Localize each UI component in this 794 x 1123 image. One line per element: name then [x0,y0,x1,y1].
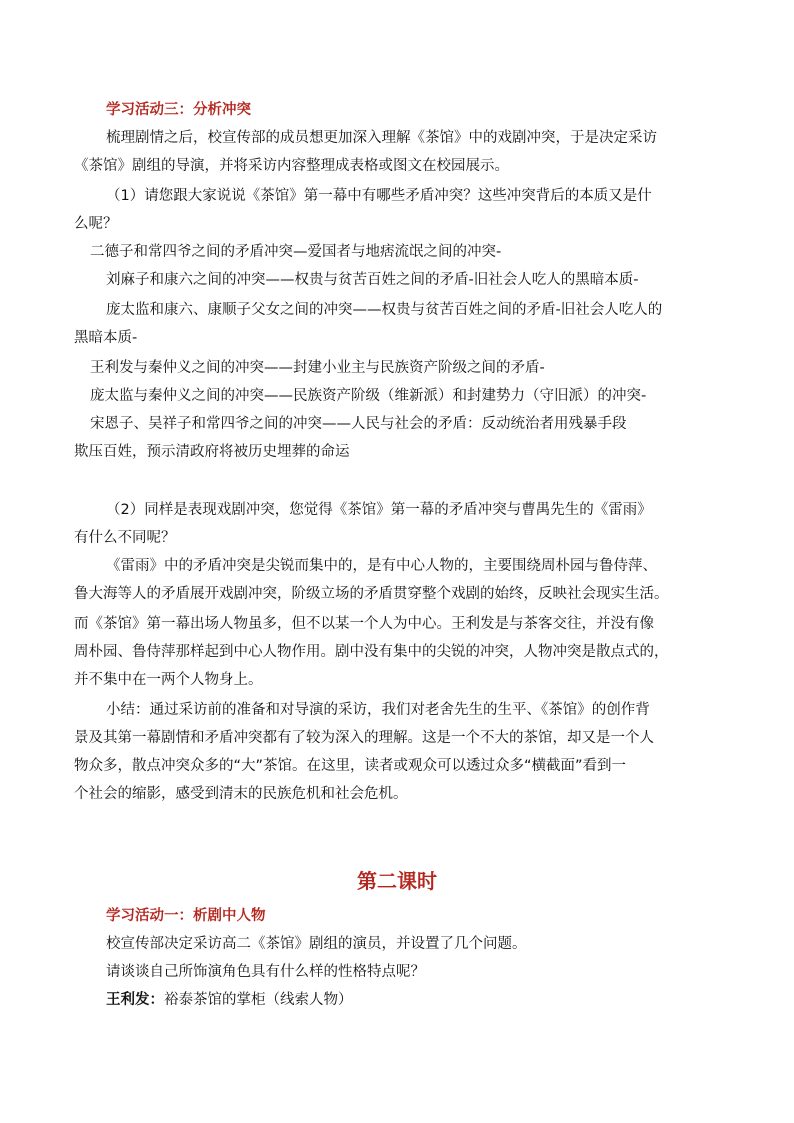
answer-line-4: 王利发与秦仲义之间的冲突——封建小业主与民族资产阶级之间的矛盾- [90,360,545,376]
comparison-line-3: 而《茶馆》第一幕出场人物虽多，但不以某一个人为中心。王利发是与茶客交往，并没有像 [74,616,654,632]
answer-line-6b: 欺压百姓，预示清政府将被历史埋葬的命运 [74,444,350,460]
summary-line-3: 物众多，散点冲突众多的“大”茶馆。在这里，读者或观众可以透过众多“横截面”看到一 [74,758,627,774]
section-heading-activity-3: 学习活动三：分析冲突 [106,102,251,118]
summary-line-1: 小结：通过采访前的准备和对导演的采访，我们对老舍先生的生平、《茶馆》的创作背 [106,702,650,718]
comparison-line-2: 鲁大海等人的矛盾展开戏剧冲突，阶级立场的矛盾贯穿整个戏剧的始终，反映社会现实生活。 [74,586,669,602]
answer-line-1: 二德子和常四爷之间的矛盾冲突—爱国者与地痞流氓之间的冲突- [90,244,502,260]
intro-line-2: 《茶馆》剧组的导演，并将采访内容整理成表格或图文在校园展示。 [74,158,509,174]
section-heading-activity-1: 学习活动一：析剧中人物 [106,908,266,924]
answer-line-3b: 黑暗本质- [74,330,138,346]
lesson-para-1: 校宣传部决定采访高二《茶馆》剧组的演员，并设置了几个问题。 [106,936,527,952]
question-1-line-2: 么呢？ [74,216,118,232]
summary-line-2: 景及其第一幕剧情和矛盾冲突都有了较为深入的理解。这是一个不大的茶馆，却又是一个人 [74,730,654,746]
comparison-line-1: 《雷雨》中的矛盾冲突是尖锐而集中的，是有中心人物的，主要围绕周朴园与鲁侍萍、 [106,558,657,574]
intro-line-1: 梳理剧情之后，校宣传部的成员想更加深入理解《茶馆》中的戏剧冲突，于是决定采访 [106,130,657,146]
answer-line-3a: 庞太监和康六、康顺子父女之间的冲突——权贵与贫苦百姓之间的矛盾-旧社会人吃人的 [106,302,663,318]
lesson-para-2: 请谈谈自己所饰演角色具有什么样的性格特点呢？ [106,964,425,980]
answer-line-2: 刘麻子和康六之间的冲突——权贵与贫苦百姓之间的矛盾-旧社会人吃人的黑暗本质- [106,272,639,288]
answer-line-5: 庞太监与秦仲义之间的冲突——民族资产阶级（维新派）和封建势力（守旧派）的冲突- [90,388,647,404]
comparison-line-5: 并不集中在一两个人物身上。 [74,672,263,688]
summary-line-4: 个社会的缩影，感受到清末的民族危机和社会危机。 [74,786,408,802]
question-2-line-2: 有什么不同呢？ [74,530,176,546]
comparison-line-4: 周朴园、鲁侍萍那样起到中心人物作用。剧中没有集中的尖锐的冲突，人物冲突是散点式的， [74,644,669,660]
question-2-line-1: （2）同样是表现戏剧冲突，您觉得《茶馆》第一幕的矛盾冲突与曹禺先生的《雷雨》 [106,502,652,518]
question-1-line-1: （1）请您跟大家说说《茶馆》第一幕中有哪些矛盾冲突？这些冲突背后的本质又是什 [106,188,652,204]
role-description: 裕泰茶馆的掌柜（线索人物） [164,992,353,1008]
role-line [106,990,353,1010]
answer-line-6a: 宋恩子、吴祥子和常四爷之间的冲突——人民与社会的矛盾：反动统治者用残暴手段 [90,416,627,432]
role-name: 王利发： [106,992,164,1008]
lesson-title: 第二课时 [357,869,437,893]
